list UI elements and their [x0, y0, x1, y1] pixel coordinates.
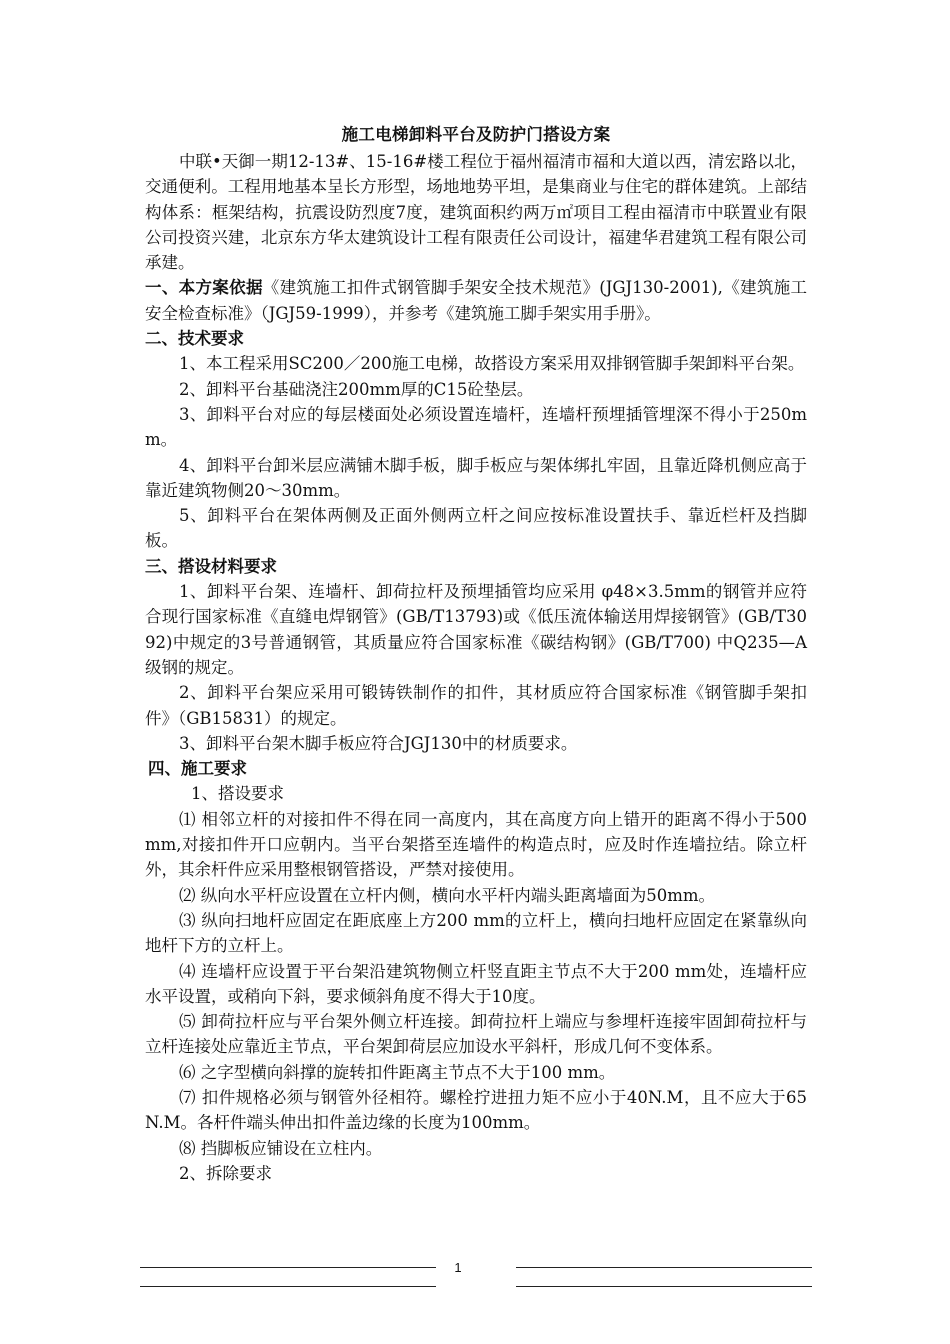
intro-paragraph: 中联•天御一期12-13#、15-16#楼工程位于福州福清市福和大道以西，清宏路以北，交通便利。工程用地基本呈长方形型，场地地势平坦，是集商业与住宅的群体建筑。上部结构体系：框架结构，抗震设防烈度7度，建筑面积约两万㎡项目工程由福清市中联置业有限公司投资兴建，北京东方华太建筑设计工程有限责任公司设计，福建华君建筑工程有限公司承建。: [145, 152, 807, 273]
section1-paragraph: [145, 275, 807, 326]
section3-item: 3、卸料平台架木脚手板应符合JGJ130中的材质要求。: [179, 733, 578, 753]
page-number: 1: [454, 1260, 462, 1275]
sub1-item: ⑹ 之字型横向斜撑的旋转扣件距离主节点不大于100 mm。: [179, 1062, 616, 1082]
sub1-item: ⑶ 纵向扫地杆应固定在距底座上方200 mm的立杆上，横向扫地杆应固定在紧靠纵向地杆下方的立杆上。: [145, 910, 807, 956]
footer-rule-left-top: [140, 1267, 436, 1268]
footer-rule-right-bottom: [516, 1286, 812, 1287]
section1-text: 《建筑施工扣件式钢管脚手架安全技术规范》(JGJ130-2001),《建筑施工安全检查标准》（JGJ59-1999），并参考《建筑施工脚手架实用手册》。: [145, 278, 807, 323]
sub2-heading: 2、拆除要求: [179, 1163, 272, 1183]
sub1-item: ⑺ 扣件规格必须与钢管外径相符。螺栓拧进扭力矩不应小于40N.M，且不应大于65N.M。各杆件端头伸出扣件盖边缘的长度为100mm。: [145, 1087, 807, 1133]
section2-item: 3、卸料平台对应的每层楼面处必须设置连墙杆，连墙杆预埋插管埋深不得小于250mm。: [145, 404, 807, 450]
sub1-item: ⑷ 连墙杆应设置于平台架沿建筑物侧立杆竖直距主节点不大于200 mm处，连墙杆应水平设置，或稍向下斜，要求倾斜角度不得大于10度。: [145, 961, 807, 1006]
sub1-heading: 1、搭设要求: [191, 784, 284, 804]
section2-item: 4、卸料平台卸米层应满铺木脚手板，脚手板应与架体绑扎牢固，且靠近降机侧应高于靠近建筑物侧20～30mm。: [145, 455, 807, 500]
section1-label: 一、本方案依据: [145, 278, 263, 298]
footer-rule-left-bottom: [140, 1286, 436, 1287]
section3-heading: 三、搭设材料要求: [145, 556, 277, 576]
section2-heading: 二、技术要求: [145, 329, 244, 349]
document-body: [145, 122, 807, 1186]
section3-item: 1、卸料平台架、连墙杆、卸荷拉杆及预埋插管均应采用 φ48×3.5mm的钢管并应符合现行国家标准《直缝电焊钢管》(GB/T13793)或《低压流体输送用焊接钢管》(GB/T3092)中规定的3号普通钢管，其质量应符合国家标准《碳结构钢》(GB/T700) 中Q235—A级钢的规定。: [145, 582, 807, 677]
sub1-item: ⑵ 纵向水平杆应设置在立杆内侧，横向水平杆内端头距离墙面为50mm。: [179, 885, 716, 905]
section2-item: 5、卸料平台在架体两侧及正面外侧两立杆之间应按标准设置扶手、靠近栏杆及挡脚板。: [145, 506, 807, 551]
sub1-item: ⑴ 相邻立杆的对接扣件不得在同一高度内，其在高度方向上错开的距离不得小于500mm,对接扣件开口应朝内。当平台架搭至连墙件的构造点时，应及时作连墙拉结。除立杆外，其余杆件应采用整根钢管搭设，严禁对接使用。: [145, 809, 807, 880]
page-footer: [0, 1258, 950, 1298]
section3-item: 2、卸料平台架应采用可锻铸铁制作的扣件，其材质应符合国家标准《钢管脚手架扣件》（GB15831）的规定。: [145, 683, 807, 728]
section2-item: 2、卸料平台基础浇注200mm厚的C15砼垫层。: [179, 379, 534, 399]
sub1-item: ⑸ 卸荷拉杆应与平台架外侧立杆连接。卸荷拉杆上端应与参埋杆连接牢固卸荷拉杆与立杆连接处应靠近主节点，平台架卸荷层应加设水平斜杆，形成几何不变体系。: [145, 1012, 807, 1057]
sub1-item: ⑻ 挡脚板应铺设在立柱内。: [179, 1138, 383, 1158]
section2-item: 1、本工程采用SC200／200施工电梯，故搭设方案采用双排钢管脚手架卸料平台架。: [179, 354, 805, 374]
section4-heading: 四、施工要求: [148, 759, 247, 779]
document-title: 施工电梯卸料平台及防护门搭设方案: [341, 125, 611, 144]
footer-rule-right-top: [516, 1267, 812, 1268]
